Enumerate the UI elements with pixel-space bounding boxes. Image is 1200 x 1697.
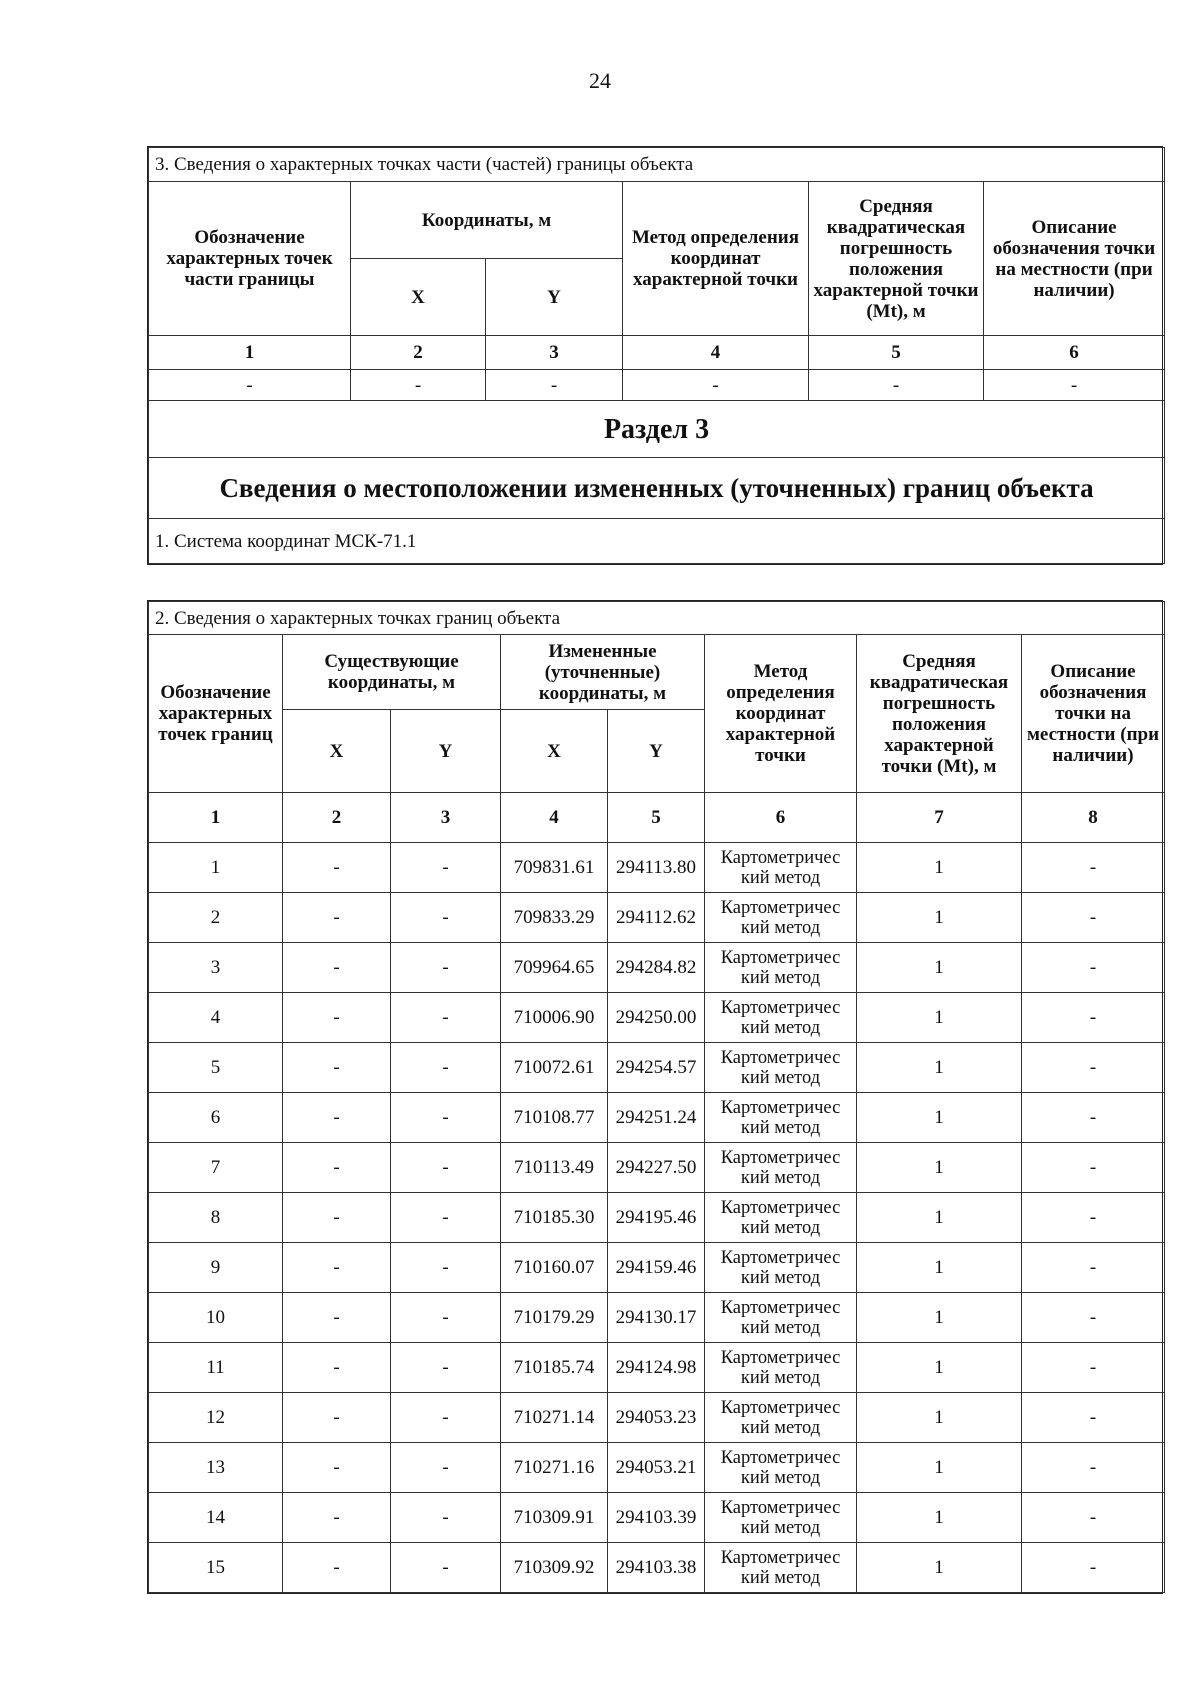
- header-part-error: Средняя квадратическая погрешность положения характерной точки (Mt), м: [809, 182, 984, 336]
- description-cell: -: [1022, 893, 1165, 943]
- point-number-cell: 11: [149, 1343, 283, 1393]
- table-row: [149, 1343, 1165, 1393]
- changed-y-cell: 294195.46: [608, 1193, 705, 1243]
- existing-x-cell: -: [283, 1143, 391, 1193]
- method-cell: Картометричес кий метод: [705, 1393, 857, 1443]
- table-row: [149, 1493, 1165, 1543]
- changed-y-cell: 294254.57: [608, 1043, 705, 1093]
- page-number: 24: [589, 68, 611, 93]
- changed-y-cell: 294124.98: [608, 1343, 705, 1393]
- error-mt-cell: 1: [857, 1143, 1022, 1193]
- error-mt-cell: 1: [857, 1343, 1022, 1393]
- existing-x-cell: -: [283, 1193, 391, 1243]
- point-number-cell: 9: [149, 1243, 283, 1293]
- existing-y-cell: -: [391, 1443, 501, 1493]
- description-cell: -: [1022, 1543, 1165, 1593]
- changed-y-cell: 294053.21: [608, 1443, 705, 1493]
- changed-y-cell: 294113.80: [608, 843, 705, 893]
- header-existing-y: Y: [391, 710, 501, 793]
- points-body: [149, 843, 1165, 1593]
- changed-x-cell: 710113.49: [501, 1143, 608, 1193]
- error-mt-cell: 1: [857, 1293, 1022, 1343]
- column-number: 1: [149, 336, 351, 370]
- existing-x-cell: -: [283, 1393, 391, 1443]
- header-changed-x: X: [501, 710, 608, 793]
- header-error: Средняя квадратическая погрешность положения характерной точки (Mt), м: [857, 635, 1022, 793]
- description-cell: -: [1022, 1043, 1165, 1093]
- header-part-description: Описание обозначения точки на местности (при наличии): [984, 182, 1165, 336]
- existing-y-cell: -: [391, 893, 501, 943]
- changed-x-cell: 710271.14: [501, 1393, 608, 1443]
- table-row: [149, 843, 1165, 893]
- column-number-row: [149, 793, 1165, 843]
- description-cell: -: [1022, 1493, 1165, 1543]
- point-number-cell: 10: [149, 1293, 283, 1343]
- table-row: [149, 1093, 1165, 1143]
- existing-y-cell: -: [391, 1493, 501, 1543]
- method-cell: Картометричес кий метод: [705, 1243, 857, 1293]
- existing-y-cell: -: [391, 1393, 501, 1443]
- point-number-cell: 4: [149, 993, 283, 1043]
- changed-x-cell: 710271.16: [501, 1443, 608, 1493]
- column-number: 5: [809, 336, 984, 370]
- changed-x-cell: 710160.07: [501, 1243, 608, 1293]
- cell: -: [149, 370, 351, 401]
- existing-x-cell: -: [283, 1293, 391, 1343]
- error-mt-cell: 1: [857, 1193, 1022, 1243]
- existing-y-cell: -: [391, 1093, 501, 1143]
- point-number-cell: 14: [149, 1493, 283, 1543]
- table-row: [149, 1243, 1165, 1293]
- existing-x-cell: -: [283, 993, 391, 1043]
- description-cell: -: [1022, 1143, 1165, 1193]
- header-method: Метод определения координат характерной точки: [705, 635, 857, 793]
- existing-x-cell: -: [283, 1443, 391, 1493]
- part-points-table: [148, 147, 1165, 564]
- changed-x-cell: 710072.61: [501, 1043, 608, 1093]
- cell: -: [486, 370, 623, 401]
- method-cell: Картометричес кий метод: [705, 1443, 857, 1493]
- existing-y-cell: -: [391, 1193, 501, 1243]
- description-cell: -: [1022, 993, 1165, 1043]
- description-cell: -: [1022, 1193, 1165, 1243]
- error-mt-cell: 1: [857, 993, 1022, 1043]
- table-row: [149, 1543, 1165, 1593]
- changed-y-cell: 294103.38: [608, 1543, 705, 1593]
- changed-y-cell: 294251.24: [608, 1093, 705, 1143]
- existing-y-cell: -: [391, 843, 501, 893]
- cell: -: [984, 370, 1165, 401]
- column-number: 6: [984, 336, 1165, 370]
- error-mt-cell: 1: [857, 943, 1022, 993]
- error-mt-cell: 1: [857, 843, 1022, 893]
- description-cell: -: [1022, 943, 1165, 993]
- changed-x-cell: 710309.91: [501, 1493, 608, 1543]
- method-cell: Картометричес кий метод: [705, 1043, 857, 1093]
- method-cell: Картометричес кий метод: [705, 1293, 857, 1343]
- changed-y-cell: 294250.00: [608, 993, 705, 1043]
- column-number: 1: [149, 793, 283, 843]
- description-cell: -: [1022, 843, 1165, 893]
- existing-y-cell: -: [391, 1143, 501, 1193]
- table-row: [149, 993, 1165, 1043]
- existing-y-cell: -: [391, 1343, 501, 1393]
- existing-x-cell: -: [283, 843, 391, 893]
- table-row: [149, 1043, 1165, 1093]
- table-row: [149, 1143, 1165, 1193]
- existing-y-cell: -: [391, 1043, 501, 1093]
- changed-y-cell: 294112.62: [608, 893, 705, 943]
- changed-y-cell: 294284.82: [608, 943, 705, 993]
- table-row: [149, 1193, 1165, 1243]
- column-number: 7: [857, 793, 1022, 843]
- changed-y-cell: 294227.50: [608, 1143, 705, 1193]
- point-number-cell: 8: [149, 1193, 283, 1243]
- method-cell: Картометричес кий метод: [705, 1193, 857, 1243]
- column-number: 6: [705, 793, 857, 843]
- header-changed-y: Y: [608, 710, 705, 793]
- method-cell: Картометричес кий метод: [705, 1143, 857, 1193]
- error-mt-cell: 1: [857, 1093, 1022, 1143]
- boundary-points-table: [148, 601, 1165, 1593]
- column-number: 4: [623, 336, 809, 370]
- cell: -: [351, 370, 486, 401]
- boundary-points-table-box: [147, 600, 1163, 1594]
- method-cell: Картометричес кий метод: [705, 993, 857, 1043]
- header-part-x: X: [351, 259, 486, 336]
- existing-x-cell: -: [283, 893, 391, 943]
- description-cell: -: [1022, 1293, 1165, 1343]
- header-part-y: Y: [486, 259, 623, 336]
- point-number-cell: 15: [149, 1543, 283, 1593]
- cell: -: [809, 370, 984, 401]
- point-number-cell: 5: [149, 1043, 283, 1093]
- point-number-cell: 6: [149, 1093, 283, 1143]
- header-existing-x: X: [283, 710, 391, 793]
- changed-x-cell: 709833.29: [501, 893, 608, 943]
- column-number: 3: [486, 336, 623, 370]
- existing-y-cell: -: [391, 1243, 501, 1293]
- table-row: [149, 370, 1165, 401]
- existing-x-cell: -: [283, 1243, 391, 1293]
- column-number: 4: [501, 793, 608, 843]
- description-cell: -: [1022, 1393, 1165, 1443]
- changed-x-cell: 710309.92: [501, 1543, 608, 1593]
- method-cell: Картометричес кий метод: [705, 943, 857, 993]
- column-number: 5: [608, 793, 705, 843]
- table-row: [149, 1443, 1165, 1493]
- changed-x-cell: 710179.29: [501, 1293, 608, 1343]
- error-mt-cell: 1: [857, 893, 1022, 943]
- point-number-cell: 12: [149, 1393, 283, 1443]
- description-cell: -: [1022, 1243, 1165, 1293]
- error-mt-cell: 1: [857, 1393, 1022, 1443]
- method-cell: Картометричес кий метод: [705, 893, 857, 943]
- header-changed-coordinates: Измененные (уточненные) координаты, м: [501, 635, 705, 710]
- points-caption: 2. Сведения о характерных точках границ объекта: [149, 602, 1165, 635]
- changed-y-cell: 294053.23: [608, 1393, 705, 1443]
- changed-y-cell: 294159.46: [608, 1243, 705, 1293]
- existing-y-cell: -: [391, 1293, 501, 1343]
- error-mt-cell: 1: [857, 1043, 1022, 1093]
- changed-x-cell: 710006.90: [501, 993, 608, 1043]
- point-number-cell: 7: [149, 1143, 283, 1193]
- error-mt-cell: 1: [857, 1243, 1022, 1293]
- section-subtitle: Сведения о местоположении измененных (уточненных) границ объекта: [149, 458, 1165, 519]
- table-row: [149, 1393, 1165, 1443]
- method-cell: Картометричес кий метод: [705, 1543, 857, 1593]
- changed-x-cell: 710108.77: [501, 1093, 608, 1143]
- column-number: 2: [283, 793, 391, 843]
- cell: -: [623, 370, 809, 401]
- table-row: [149, 1293, 1165, 1343]
- changed-y-cell: 294103.39: [608, 1493, 705, 1543]
- changed-x-cell: 710185.74: [501, 1343, 608, 1393]
- method-cell: Картометричес кий метод: [705, 843, 857, 893]
- changed-x-cell: 710185.30: [501, 1193, 608, 1243]
- section-title: Раздел 3: [149, 401, 1165, 458]
- existing-x-cell: -: [283, 1343, 391, 1393]
- header-description: Описание обозначения точки на местности (при наличии): [1022, 635, 1165, 793]
- table-row: [149, 943, 1165, 993]
- error-mt-cell: 1: [857, 1493, 1022, 1543]
- point-number-cell: 13: [149, 1443, 283, 1493]
- header-part-coordinates: Координаты, м: [351, 182, 623, 259]
- header-part-designation: Обозначение характерных точек части границы: [149, 182, 351, 336]
- changed-x-cell: 709831.61: [501, 843, 608, 893]
- point-number-cell: 1: [149, 843, 283, 893]
- method-cell: Картометричес кий метод: [705, 1093, 857, 1143]
- existing-x-cell: -: [283, 1493, 391, 1543]
- column-number-row: [149, 336, 1165, 370]
- method-cell: Картометричес кий метод: [705, 1493, 857, 1543]
- table-row: [149, 893, 1165, 943]
- point-number-cell: 2: [149, 893, 283, 943]
- changed-y-cell: 294130.17: [608, 1293, 705, 1343]
- method-cell: Картометричес кий метод: [705, 1343, 857, 1393]
- part-points-caption: 3. Сведения о характерных точках части (частей) границы объекта: [149, 148, 1165, 182]
- header-existing-coordinates: Существующие координаты, м: [283, 635, 501, 710]
- existing-y-cell: -: [391, 1543, 501, 1593]
- existing-x-cell: -: [283, 1543, 391, 1593]
- coordinate-system: 1. Система координат МСК-71.1: [149, 519, 1165, 564]
- header-part-method: Метод определения координат характерной точки: [623, 182, 809, 336]
- description-cell: -: [1022, 1443, 1165, 1493]
- existing-x-cell: -: [283, 943, 391, 993]
- changed-x-cell: 709964.65: [501, 943, 608, 993]
- existing-x-cell: -: [283, 1093, 391, 1143]
- part-points-table-box: [147, 146, 1163, 565]
- error-mt-cell: 1: [857, 1443, 1022, 1493]
- existing-y-cell: -: [391, 943, 501, 993]
- column-number: 3: [391, 793, 501, 843]
- description-cell: -: [1022, 1343, 1165, 1393]
- column-number: 2: [351, 336, 486, 370]
- point-number-cell: 3: [149, 943, 283, 993]
- description-cell: -: [1022, 1093, 1165, 1143]
- existing-x-cell: -: [283, 1043, 391, 1093]
- column-number: 8: [1022, 793, 1165, 843]
- error-mt-cell: 1: [857, 1543, 1022, 1593]
- header-designation: Обозначение характерных точек границ: [149, 635, 283, 793]
- existing-y-cell: -: [391, 993, 501, 1043]
